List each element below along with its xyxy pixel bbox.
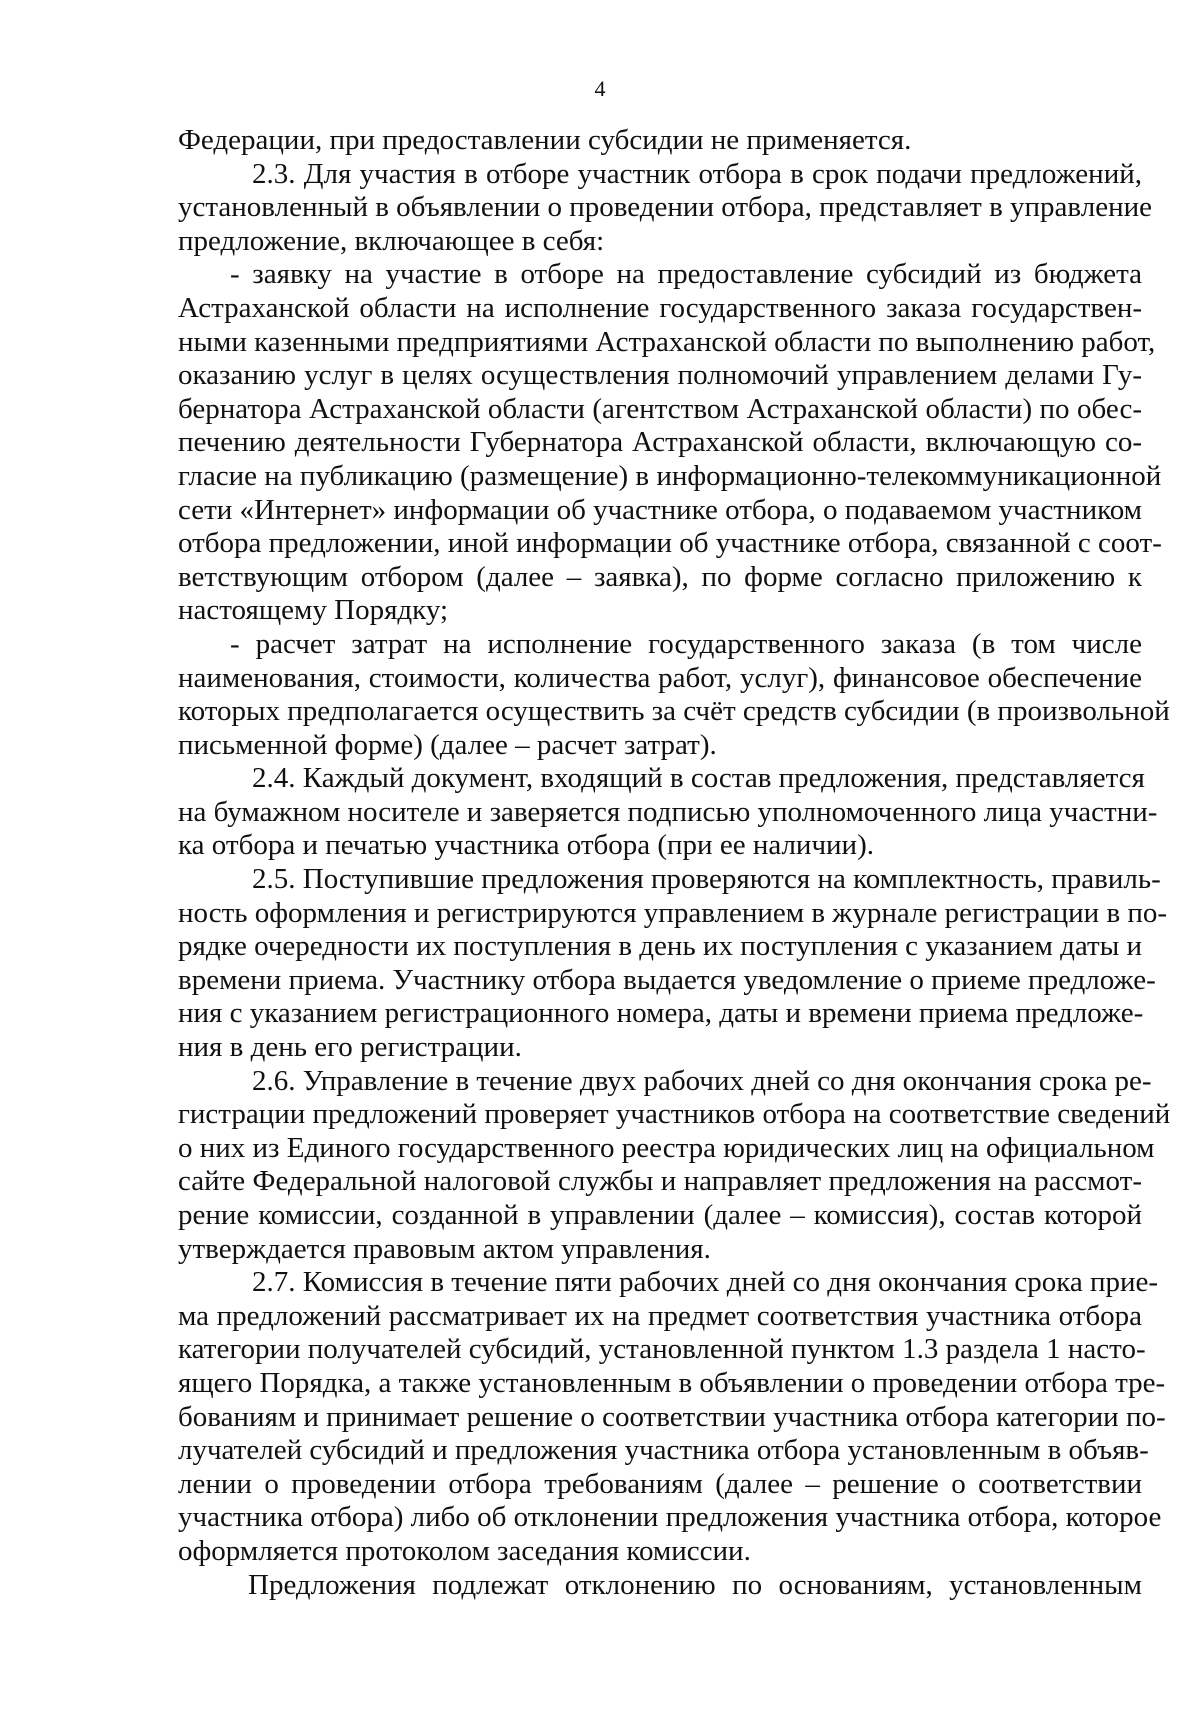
- text-line: ния в день его регистрации.: [178, 1031, 522, 1064]
- text-line: наименования, стоимости, количества работ, услуг), финансовое обеспечение: [178, 661, 1142, 694]
- text-line: отбора предложении, иной информации об участнике отбора, связанной с соот-: [178, 527, 1162, 560]
- text-line: рение комиссии, созданной в управлении (далее – комиссия), состав которой: [178, 1199, 1142, 1231]
- text-line: ка отбора и печатью участника отбора (при ее наличии).: [178, 829, 874, 862]
- text-line: оформляется протоколом заседания комиссии.: [178, 1534, 751, 1567]
- document-body: [178, 124, 1171, 1602]
- text-line: Предложения подлежат отклонению по основаниям, установленным: [248, 1568, 1142, 1601]
- text-line: ветствующим отбором (далее – заявка), по форме согласно приложению к: [178, 560, 1142, 593]
- text-line: участника отбора) либо об отклонении предложения участника отбора, которое: [178, 1501, 1162, 1534]
- text-line: 2.3. Для участия в отборе участник отбора в срок подачи предложений,: [252, 157, 1142, 190]
- text-line: ящего Порядка, а также установленным в объявлении о проведении отбора тре-: [178, 1366, 1166, 1399]
- text-line: Федерации, при предоставлении субсидии не применяется.: [178, 124, 912, 156]
- text-line: сети «Интернет» информации об участнике отбора, о подаваемом участником: [178, 493, 1143, 526]
- text-line: рядке очередности их поступления в день их поступления с указанием даты и: [178, 930, 1142, 963]
- text-line: предложение, включающее в себя:: [178, 224, 605, 257]
- text-line: гистрации предложений проверяет участников отбора на соответствие сведений: [178, 1098, 1171, 1131]
- text-line: которых предполагается осуществить за счёт средств субсидии (в произвольной: [178, 695, 1170, 728]
- text-line: печению деятельности Губернатора Астраханской области, включающую со-: [178, 426, 1142, 459]
- text-line: бернатора Астраханской области (агентством Астраханской области) по обес-: [178, 392, 1142, 425]
- text-line: бованиям и принимает решение о соответствии участника отбора категории по-: [178, 1400, 1166, 1433]
- page-number: 4: [594, 76, 606, 101]
- text-line: ма предложений рассматривает их на предмет соответствия участника отбора: [178, 1299, 1142, 1332]
- text-line: времени приема. Участнику отбора выдается уведомление о приеме предложе-: [178, 963, 1156, 996]
- text-line: лении о проведении отбора требованиям (далее – решение о соответствии: [178, 1467, 1142, 1500]
- text-line: установленный в объявлении о проведении отбора, представляет в управление: [178, 191, 1152, 224]
- text-line: лучателей субсидий и предложения участника отбора установленным в объяв-: [178, 1434, 1149, 1467]
- text-line: категории получателей субсидий, установленной пунктом 1.3 раздела 1 насто-: [178, 1333, 1146, 1366]
- text-line: о них из Единого государственного реестра юридических лиц на официальном: [178, 1131, 1155, 1164]
- text-line: гласие на публикацию (размещение) в информационно-телекоммуникационной: [178, 459, 1162, 492]
- text-line: утверждается правовым актом управления.: [178, 1232, 711, 1265]
- text-line: оказанию услуг в целях осуществления полномочий управлением делами Гу-: [178, 359, 1142, 392]
- text-line: ния с указанием регистрационного номера, даты и времени приема предложе-: [178, 997, 1144, 1030]
- text-line: сайте Федеральной налоговой службы и направляет предложения на рассмот-: [178, 1165, 1142, 1198]
- text-line: Астраханской области на исполнение государственного заказа государствен-: [178, 291, 1142, 324]
- text-line: ность оформления и регистрируются управлением в журнале регистрации в по-: [178, 896, 1168, 929]
- text-line: 2.6. Управление в течение двух рабочих дней со дня окончания срока ре-: [252, 1064, 1152, 1097]
- text-line: 2.4. Каждый документ, входящий в состав предложения, представляется: [252, 762, 1145, 795]
- text-line: - заявку на участие в отборе на предоставление субсидий из бюджета: [230, 258, 1142, 291]
- text-line: ными казенными предприятиями Астраханской области по выполнению работ,: [178, 325, 1156, 358]
- text-line: настоящему Порядку;: [178, 594, 449, 627]
- text-line: 2.7. Комиссия в течение пяти рабочих дней со дня окончания срока прие-: [252, 1266, 1159, 1299]
- text-line: - расчет затрат на исполнение государственного заказа (в том числе: [230, 627, 1142, 660]
- text-line: на бумажном носителе и заверяется подписью уполномоченного лица участни-: [178, 795, 1158, 828]
- text-line: 2.5. Поступившие предложения проверяются на комплектность, правиль-: [252, 863, 1161, 896]
- text-line: письменной форме) (далее – расчет затрат).: [178, 728, 717, 761]
